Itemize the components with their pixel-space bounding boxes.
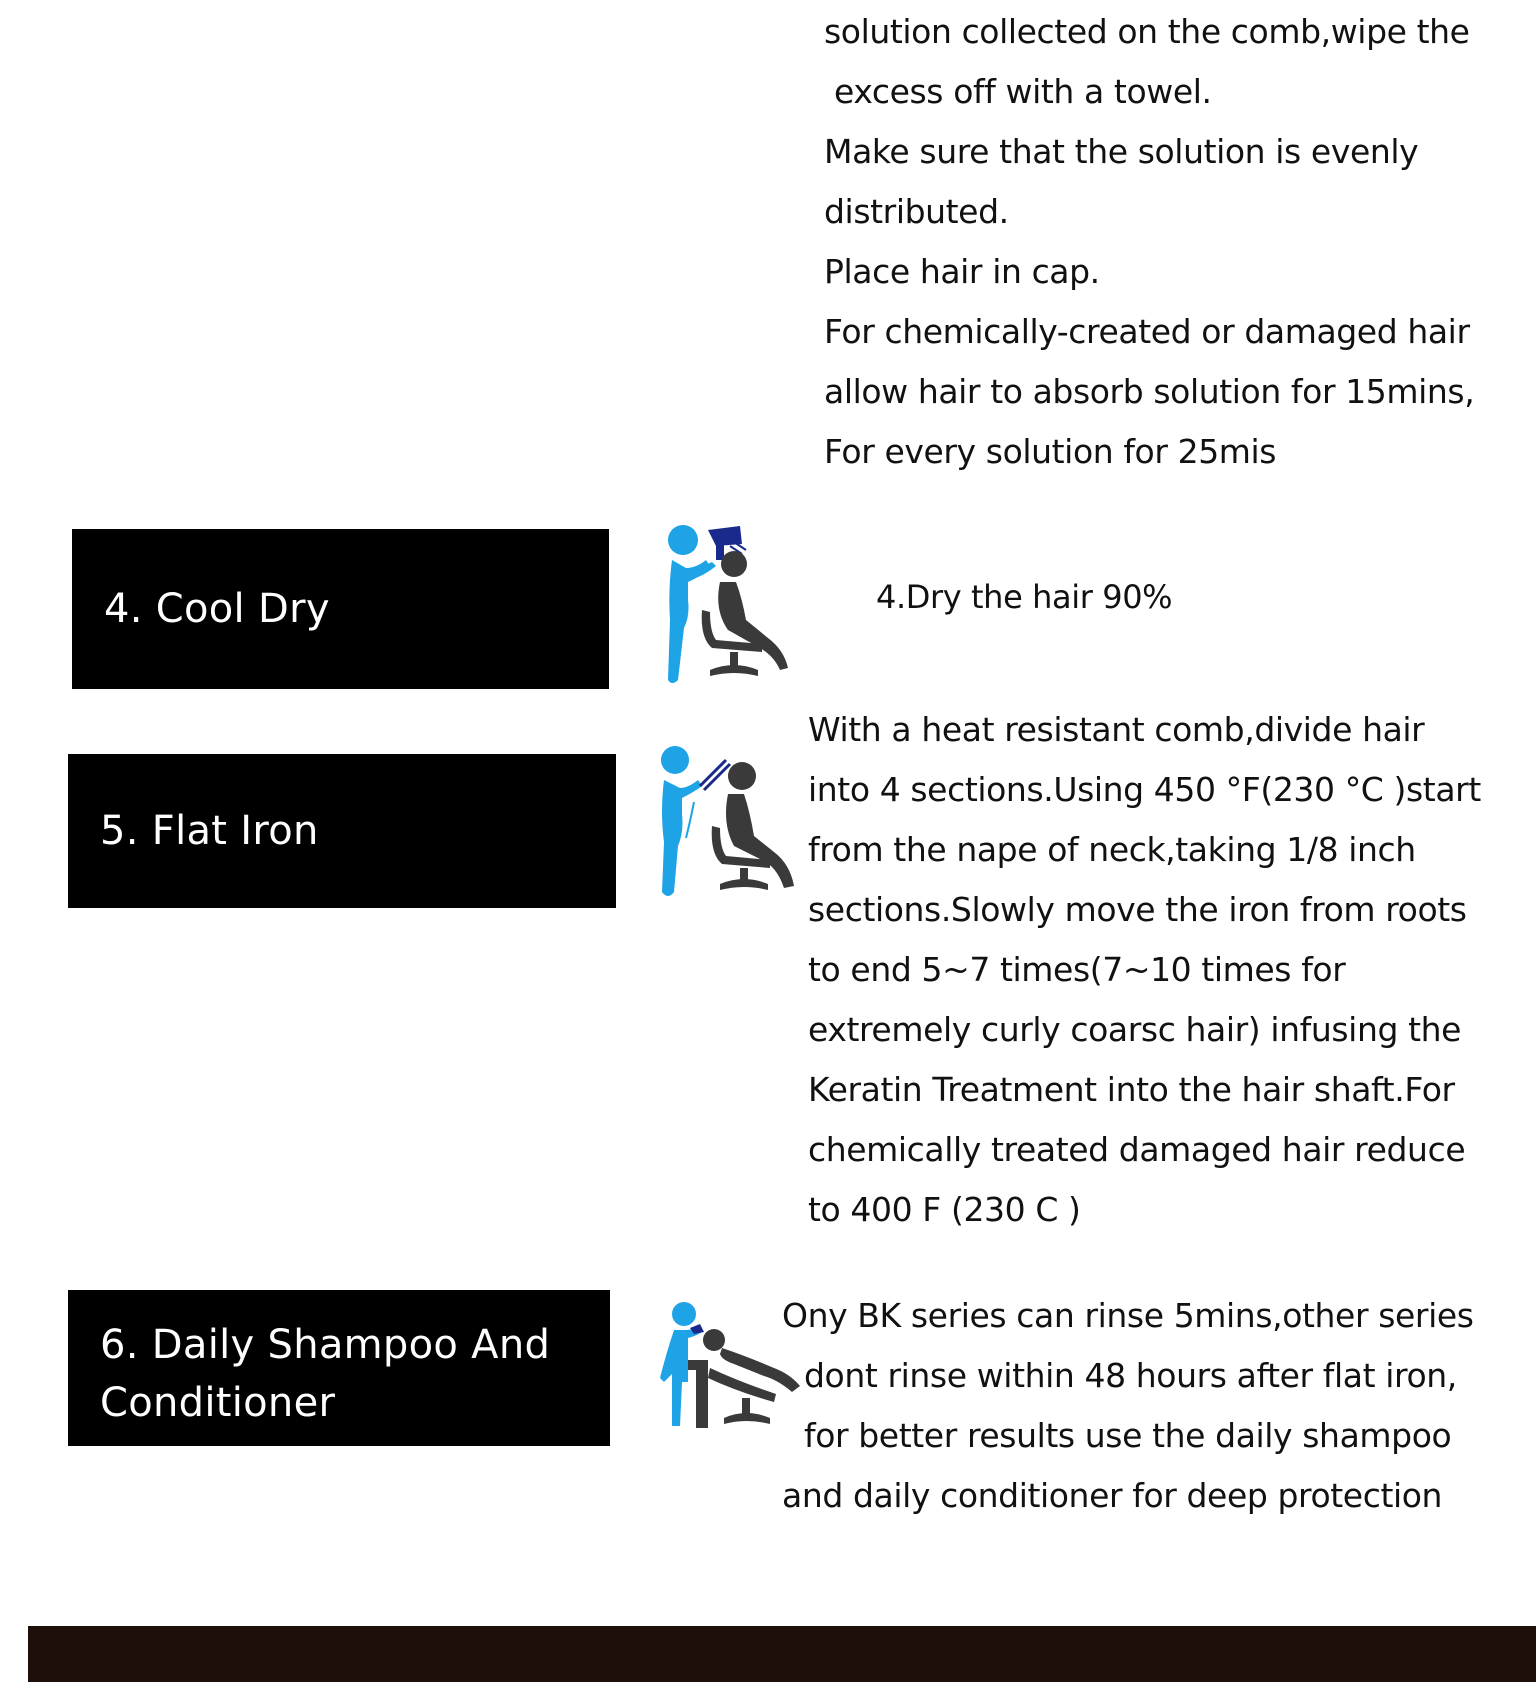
flat-iron-line: into 4 sections.Using 450 °F(230 °C )start xyxy=(808,770,1481,809)
shampoo-line: and daily conditioner for deep protection xyxy=(782,1476,1443,1515)
flat-iron-line: chemically treated damaged hair reduce xyxy=(808,1130,1466,1169)
step-cool-dry-title: 4. Cool Dry xyxy=(104,586,330,632)
step-shampoo-title: 6. Daily Shampoo And Conditioner xyxy=(100,1322,551,1426)
hair-dryer-stylist-icon xyxy=(650,520,810,690)
intro-line: For every solution for 25mis xyxy=(824,432,1277,471)
step-flat-iron-label-box xyxy=(68,754,616,908)
flat-iron-line: extremely curly coarsc hair) infusing the xyxy=(808,1010,1462,1049)
shampoo-line: Ony BK series can rinse 5mins,other series xyxy=(782,1296,1474,1335)
step-shampoo-label-box xyxy=(68,1290,610,1446)
intro-line: excess off with a towel. xyxy=(834,72,1212,111)
intro-line: For chemically-created or damaged hair xyxy=(824,312,1470,351)
flat-iron-line: With a heat resistant comb,divide hair xyxy=(808,710,1425,749)
flat-iron-line: to end 5~7 times(7~10 times for xyxy=(808,950,1346,989)
hair-dryer-stylist-icon-graphic xyxy=(650,520,810,690)
step-flat-iron-title: 5. Flat Iron xyxy=(100,808,319,854)
flat-iron-stylist-icon-graphic xyxy=(650,742,810,904)
flat-iron-line: from the nape of neck,taking 1/8 inch xyxy=(808,830,1416,869)
shampoo-line: dont rinse within 48 hours after flat iron, xyxy=(804,1356,1457,1395)
shampoo-line: for better results use the daily shampoo xyxy=(804,1416,1452,1455)
intro-instructions xyxy=(824,2,1504,482)
flat-iron-line: to 400 F (230 C ) xyxy=(808,1190,1081,1229)
footer-band xyxy=(28,1626,1536,1682)
step-shampoo-description xyxy=(782,1286,1522,1526)
intro-line: Make sure that the solution is evenly xyxy=(824,132,1419,171)
flat-iron-line: Keratin Treatment into the hair shaft.For xyxy=(808,1070,1455,1109)
intro-line: allow hair to absorb solution for 15mins, xyxy=(824,372,1475,411)
intro-line: distributed. xyxy=(824,192,1009,231)
intro-line: Place hair in cap. xyxy=(824,252,1100,291)
intro-line: solution collected on the comb,wipe the xyxy=(824,12,1470,51)
step-flat-iron-description xyxy=(808,700,1528,1240)
step-cool-dry-label-box xyxy=(72,529,609,689)
flat-iron-line: sections.Slowly move the iron from roots xyxy=(808,890,1467,929)
flat-iron-stylist-icon xyxy=(650,742,810,904)
step-cool-dry-description: 4.Dry the hair 90% xyxy=(876,578,1173,616)
